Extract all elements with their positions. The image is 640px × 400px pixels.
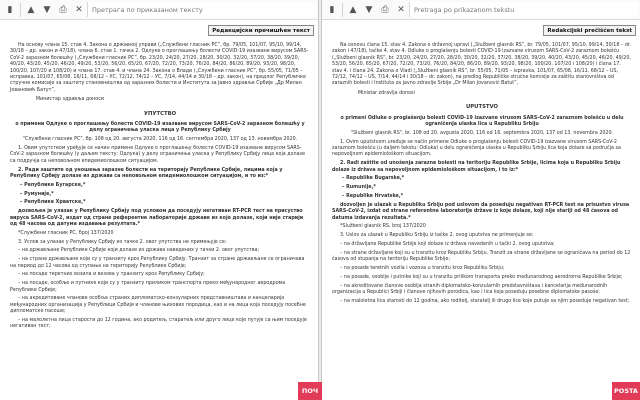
chevron-down-icon[interactable]: ▼ <box>43 4 51 15</box>
document-title: УПУТСТВО <box>143 110 177 117</box>
country-item: – Републике Бугарске,* <box>20 182 86 188</box>
exception-item: – на посаде теретних возила и возова у транзиту кроз Републику Србију; <box>18 272 205 278</box>
entry-condition: dozvoljen je ulazak u Republiku Srbiju pod uslovom da poseduju negativan RT-PCR test na prisustvo virusa SARS-CoV-2, izdat od strane referentne laboratorije države iz koje dolaze, koji nije stariji od 48 časova od datuma izdavanja rezultata.* <box>332 202 630 221</box>
close-icon[interactable]: ✕ <box>75 4 83 15</box>
print-icon[interactable]: ⎙ <box>381 4 389 15</box>
exception-item: – na posade, osoblje i putnike koji su u tranzitu prilikom transporta preko međunarodnog aerodroma Republike Srbije; <box>340 274 623 280</box>
left-toolbar <box>0 0 318 20</box>
document-body <box>322 37 640 305</box>
action-row <box>322 23 640 37</box>
item-1: 1. Ovim uputstvom uređuje se način primene Odluke o proglašenju bolesti COVID-19 izazvane virusom SARS-CoV-2 zaraznom bolešću (u daljem tekstu: Odluka) u delu ograničenja ulaska u Republiku Srbiju lica koja dolaze sa područja sa nepovoljnom epidemiološkom situacijom. <box>332 139 621 158</box>
country-item: – Republike Hrvatske,* <box>342 194 404 200</box>
document-title: UPUTSTVO <box>465 104 499 111</box>
exception-item: – na akreditovane članove osoblja stranih diplomatsko-konzularnih predstavništava i kancelarija međunarodnih organizacija u Republici Srbiji i članove njihovih porodica, kao i lica koja poseduju posebne diplomatske pasoše; <box>332 283 608 296</box>
document-body <box>0 37 318 331</box>
right-document-pane[interactable] <box>322 0 640 400</box>
right-toolbar <box>322 0 640 20</box>
country-item: – Rumunije,* <box>342 185 376 191</box>
country-item: – Румуније,* <box>20 191 54 197</box>
document-subtitle: o primeni Odluke o proglašenju bolesti COVID-19 izazvane virusom SARS-CoV-2 zaraznom bolešću u delu ograničenja ulaska lica u Republiku Srbiju <box>340 115 624 128</box>
document-subtitle: о примени Одлуке о проглашењу болести COVID-19 изазване вирусом SARS-CoV-2 заразном болешћу у делу ограничења уласка лица у Републику Србију <box>15 122 305 134</box>
exception-item: – на држављане Републике Србије који долазе из држава наведених у тачки 2. овог упутства; <box>18 248 260 254</box>
exception-item: – na državljane Republike Srbije koji dolaze iz država navedenih u tački 2. ovog uputstva; <box>340 242 555 248</box>
sidebar-toggle-icon[interactable]: ▮ <box>329 4 335 15</box>
consolidated-text-button[interactable]: Redakcijski prečišćen tekst <box>543 25 636 36</box>
toolbar-separator <box>342 3 343 17</box>
start-button[interactable]: ПОЧ <box>298 382 322 400</box>
chevron-up-icon[interactable]: ▲ <box>27 4 35 15</box>
preamble: На основу члана 15. став 4. Закона о државној управи („Службени гласник РС”, бр. 79/05, 101/07, 95/10, 99/14, 30/18 – др. закон и 47/18), члана 6. став 1. тачка 2. Одлуке о проглашењу болести COVID-19 изазване вирусом SARS-CoV-2 заразном болешћу („Службени гласник РС”, бр. 23/20, 24/20, 27/20, 28/20, 30/20, 32/20, 37/20, 38/20, 39/20, 40/20, 43/20, 45/20, 46/20, 49/20, 53/20, 56/20, 65/20, 67/20, 72/20, 73/20, 76/20, 84/20, 86/20, 89/20, 93/20, 98/20, 100/20, 107/20 и 108/20) и члана 17. став 4. и члана 24. Закона о Влади („Службени гласник РС”, бр. 55/05, 71/05 – исправка, 101/07, 65/08, 16/11, 68/12 – УС, 72/12, 74/12 – УС, 7/14, 44/14 и 30/18 – др. закон), на предлог Републичке стручне комисије за заштиту становништва од заразних болести и Института за јавно здравље Србије „Др Милан Јовановић Батут”, <box>10 43 309 93</box>
country-item: – Republike Bugarske,* <box>342 176 405 182</box>
item-2: 2. Ради заштите од уношења заразне болести на територију Републике Србије, лицима која у Републику Србију долазе из држава са неповољном епидемиолошком ситуацијом, и то из:* <box>10 167 283 180</box>
gazette-note: *Službeni glasnik RS, broj 137/2020 <box>340 224 426 230</box>
left-document-pane[interactable] <box>0 0 318 400</box>
exception-item: – na posade teretnih vozila i vozova u tranzitu kroz Republiku Srbiju; <box>340 266 505 272</box>
settings-button[interactable]: POSTA <box>612 382 640 400</box>
search-input[interactable] <box>409 2 638 17</box>
sidebar-toggle-icon[interactable]: ▮ <box>7 4 13 15</box>
item-1: 1. Овим упутством уређује се начин примене Одлуке о проглашењу болести COVID-19 изазване вирусом SARS-CoV-2 заразном болешћу (у даљем тексту: Одлука) у делу ограничења уласка у Републику Србију лица која долазе са подручја са неповољном епидемиолошком ситуацијом. <box>10 146 306 164</box>
item-3: 3. Услов за улазак у Републику Србију из тачке 2. овог упутства не примењује се: <box>18 239 227 245</box>
action-row <box>0 23 318 37</box>
gazette-reference: "Службени гласник РС", бр. 108 од 20. августа 2020, 116 од 16. септембра 2020, 137 од 13. новембра 2020. <box>22 137 298 143</box>
country-item: – Републике Хрватске,* <box>20 200 86 206</box>
toolbar-separator <box>20 3 21 17</box>
exception-item: – на стране држављане који су у транзиту кроз Републику Србију. Транзит за стране држављане се ограничава на период до 12 часова од ступања на територију Републике Србије; <box>10 257 305 269</box>
chevron-down-icon[interactable]: ▼ <box>365 4 373 15</box>
search-input[interactable] <box>87 2 316 17</box>
signatory: Министар здравља доноси <box>36 97 104 103</box>
entry-condition: дозвољен је улазак у Републику Србију под условом да поседују негативан RT-PCR тест на присуство вируса SARS-CoV-2, издат од стране референтне лабораторије државе из које долазе, који није старији од 48 часова од датума издавања резултата.* <box>10 209 304 228</box>
preamble: Na osnovu člana 15. stav 4. Zakona o državnoj upravi („Službeni glasnik RS”, br. 79/05, 101/07, 95/10, 99/14, 30/18 – dr. zakon i 47/18), tačke 4. stav 4. Odluke o proglašenju bolesti COVID-19 izazvane virusom SARS-CoV-2 zaraznom bolešću („Službeni glasnik RS”, br. 23/20, 24/20, 27/20, 28/20, 30/20, 32/20, 37/20, 38/20, 39/20, 40/20, 43/20, 45/20, 46/20, 49/20, 53/20, 56/20, 65/20, 67/20, 72/20, 73/20, 76/20, 84/20, 86/20, 89/20, 93/20, 98/20, 100/20, 107/20 i 108/20) i člana 17. stav 4. i člana 24. Zakona o Vladi („Službeni glasnik RS”, br. 55/05, 71/05 – ispravka, 101/07, 65/08, 16/11, 68/12 – US, 72/12, 74/12 – US, 7/14, 44/14 i 30/18 – dr. zakon), na predlog Republičke stručne komisije za zaštitu stanovništva od zaraznih bolesti i Instituta za javno zdravlje Srbije „Dr Milan Jovanović Batut”, <box>332 43 631 87</box>
gazette-reference: "Službeni glasnik RS", br. 108 od 20. avgusta 2020, 116 od 16. septembra 2020, 137 od 13. novembra 2020. <box>350 130 614 136</box>
consolidated-text-button[interactable]: Редакцијски пречишћен текст <box>208 25 314 36</box>
chevron-up-icon[interactable]: ▲ <box>349 4 357 15</box>
item-2: 2. Radi zaštite od unošenja zarazne bolesti na teritoriju Republike Srbije, licima koja u Republiku Srbiju dolaze iz država sa nepovoljnom epidemiološkom situacijom, i to iz:* <box>332 161 621 173</box>
exception-item: – na maloletna lica starosti do 12 godina, ako roditelj, staratelj ili drugo lice koje putuje sa njim poseduje negativan test; <box>340 298 630 304</box>
gazette-note: *Службени гласник РС, број 137/2020 <box>18 230 114 236</box>
signatory: Ministar zdravlja donosi <box>358 90 415 96</box>
close-icon[interactable]: ✕ <box>397 4 405 15</box>
exception-item: – na strane državljane koji su u tranzitu kroz Republiku Srbiju. Tranzit za strane državljane se ograničava na period do 12 časova od stupanja na teritoriju Republike Srbije; <box>332 250 631 263</box>
exception-item: – на малолетна лица старости до 12 година, ако родитељ, старатељ или друго лице које путује са њим поседује негативан тест; <box>10 318 307 330</box>
exception-item: – на акредитоване чланове особља страних дипломатско-конзуларних представништава и канцеларија међународних организација у Републици Србији и чланове њихових породица, као и на лица која поседују посебне дипломатске пасоше; <box>10 296 306 315</box>
item-3: 3. Uslov za ulazak u Republiku Srbiju iz tačke 2. ovog uputstva ne primenjuje se: <box>340 233 534 239</box>
print-icon[interactable]: ⎙ <box>59 4 67 15</box>
exception-item: – на посаде, особље и путнике који су у транзиту приликом транспорта преко међународног аеродрома Републике Србије; <box>10 281 286 293</box>
